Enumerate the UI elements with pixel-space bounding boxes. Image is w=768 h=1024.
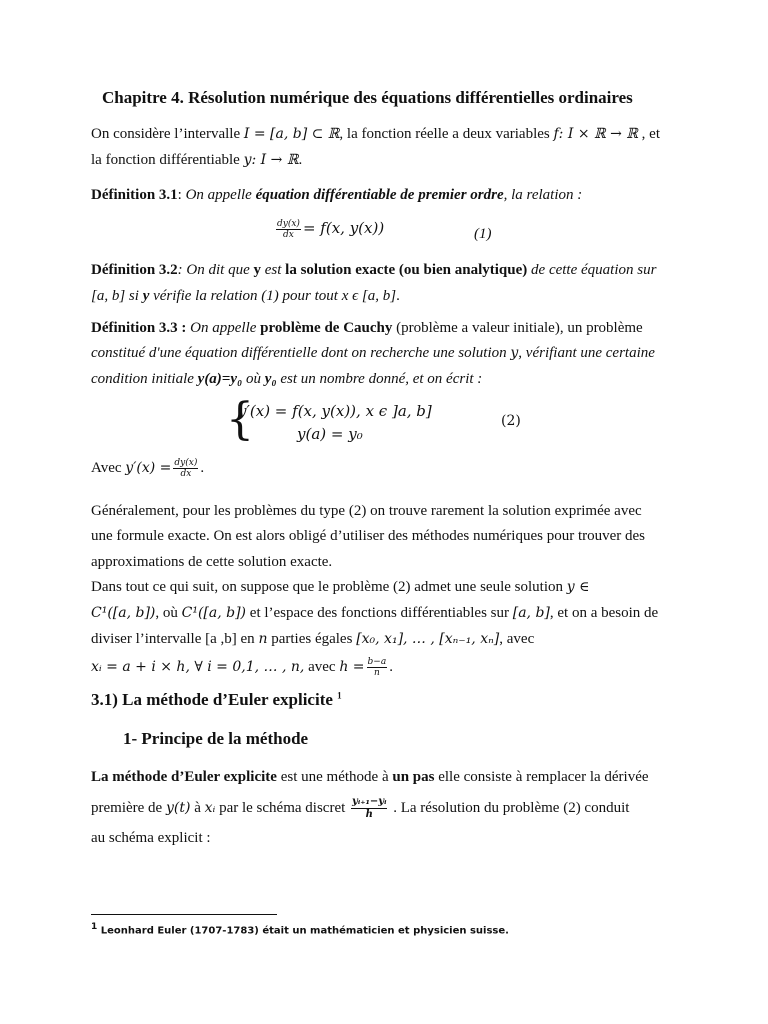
definition-text: où	[242, 371, 265, 387]
period: .	[200, 460, 205, 476]
definition-text: [a, b] si	[91, 288, 143, 304]
section-heading	[91, 690, 342, 710]
fraction-denominator: dx	[180, 469, 192, 480]
general-text: parties égales	[267, 631, 357, 647]
avec-line	[91, 458, 204, 479]
math-h: h =	[339, 659, 365, 675]
fraction-numerator: dy(x)	[277, 219, 300, 229]
euler-term: un pas	[392, 769, 435, 785]
equation-1	[274, 219, 384, 240]
general-text: , où	[155, 605, 182, 621]
definition-text: (problème a valeur initiale), un problème	[392, 320, 643, 336]
var-y0: y₀	[264, 371, 277, 387]
math-grid-points: xᵢ = a + i × h, ∀ i = 0,1, … , n,	[91, 659, 305, 675]
definition-text: est	[261, 262, 286, 278]
fraction-numerator: dy(x)	[174, 458, 198, 469]
euler-text: elle consiste à remplacer la dérivée	[434, 769, 649, 785]
euler-text: première de	[91, 799, 166, 816]
math-c1: C¹([a, b])	[181, 605, 247, 621]
fraction-scheme	[351, 796, 387, 821]
euler-text: . La résolution du problème (2) conduit	[389, 799, 630, 816]
euler-text: à	[190, 799, 205, 816]
euler-text: est une méthode à	[276, 769, 393, 785]
definition-3-3-line-2	[91, 343, 655, 363]
general-text: avec	[304, 659, 340, 675]
avec-text: Avec	[91, 460, 126, 476]
math-y-in: y ∈	[566, 579, 590, 595]
intro-text: On considère l’intervalle	[91, 126, 244, 142]
euler-line-3: au schéma explicit :	[91, 830, 211, 846]
fraction-numerator: b−a	[367, 657, 387, 668]
euler-line-1	[91, 767, 649, 787]
definition-3-2-line-2	[91, 286, 400, 306]
intro-text: .	[298, 152, 303, 168]
math-interval: I = [a, b] ⊂ ℝ	[243, 126, 340, 142]
math-subintervals: [x₀, x₁], … , [xₙ₋₁, xₙ]	[356, 631, 500, 647]
general-line-4	[91, 577, 589, 597]
equation-tag-1: (1)	[474, 226, 492, 242]
definition-text: condition initiale	[91, 371, 198, 387]
intro-text: , et	[637, 126, 660, 142]
math-function-f: f: I × ℝ → ℝ	[553, 126, 638, 142]
definition-3-3-line-3	[91, 369, 482, 389]
definition-text: : On dit que	[177, 262, 254, 278]
fraction-denominator: dx	[283, 230, 294, 240]
definition-text: , la relation :	[503, 187, 583, 203]
initial-condition: y(a)=y₀	[197, 371, 243, 387]
general-line-2: une formule exacte. On est alors obligé d’utiliser des méthodes numériques pour trouver des	[91, 528, 646, 544]
math-c1: C¹([a, b])	[91, 605, 156, 621]
general-line-3: approximations de cette solution exacte.	[91, 554, 333, 570]
footnote-number: 1	[91, 922, 98, 932]
footnote-rule	[91, 914, 277, 915]
colon: :	[177, 187, 186, 203]
definition-term: problème de Cauchy	[260, 320, 393, 336]
left-brace: {	[226, 394, 254, 445]
math-n: n	[258, 631, 268, 647]
fraction-step	[367, 657, 388, 678]
definition-text: est un nombre donné, et on écrit :	[276, 371, 483, 387]
math-function-y: y: I → ℝ	[243, 152, 299, 168]
subsection-heading: 1- Principe de la méthode	[123, 729, 309, 748]
period: .	[396, 288, 400, 304]
definition-label: Définition 3.3 :	[91, 320, 187, 336]
intro-line-1	[91, 124, 660, 144]
math-xi: xᵢ	[204, 799, 216, 816]
definition-3-2	[91, 260, 656, 280]
var-y: y	[142, 288, 150, 304]
definition-text: , vérifiant une certaine	[518, 345, 655, 361]
general-text: et l’espace des fonctions différentiables sur	[246, 605, 513, 621]
page-title: Chapitre 4. Résolution numérique des équations différentielles ordinaires	[102, 88, 633, 107]
definition-text: constitué d'une équation différentielle dont on recherche une solution	[91, 345, 511, 361]
footnote-ref: 1	[337, 690, 342, 701]
math-derivative: y′(x) =	[125, 460, 172, 476]
system-line-2: y(a) = y₀	[297, 425, 363, 443]
euler-text: par le schéma discret	[215, 799, 350, 816]
definition-text: On appelle	[186, 320, 261, 336]
system-line-1: y′(x) = f(x, y(x)), x ϵ ]a, b]	[238, 402, 432, 420]
footnote	[91, 922, 509, 936]
general-text: , et on a besoin de	[549, 605, 659, 621]
definition-term: équation différentiable de premier ordre	[255, 187, 504, 203]
var-y: y	[510, 345, 519, 361]
equation-tag-2: (2)	[501, 413, 521, 429]
general-line-1: Généralement, pour les problèmes du type (2) on trouve rarement la solution exprimée avec	[91, 503, 642, 519]
definition-3-3	[91, 318, 643, 338]
var-y: y	[253, 262, 261, 278]
fraction-numerator: yᵢ₊₁−yᵢ	[352, 796, 387, 807]
fraction-denominator: h	[365, 809, 373, 820]
intro-text: , la fonction réelle a deux variables	[339, 126, 554, 142]
fraction-denominator: n	[373, 668, 380, 679]
general-line-5	[91, 603, 658, 623]
euler-term: La méthode d’Euler explicite	[91, 769, 277, 785]
definition-text: de cette équation sur	[527, 262, 657, 278]
footnote-text: Leonhard Euler (1707-1783) était un mathématicien et physicien suisse.	[97, 925, 509, 937]
fraction-dydx	[173, 458, 198, 479]
math-yt: y(t)	[165, 799, 191, 816]
general-line-6	[91, 629, 534, 649]
intro-text: la fonction différentiable	[91, 152, 244, 168]
euler-line-2	[91, 796, 629, 821]
general-line-7	[91, 657, 393, 678]
general-text: , avec	[499, 631, 535, 647]
general-text: Dans tout ce qui suit, on suppose que le problème (2) admet une seule solution	[91, 579, 567, 595]
general-text: diviser l’intervalle [a ,b] en	[91, 631, 259, 647]
math-interval: [a, b]	[512, 605, 550, 621]
definition-3-1	[91, 185, 582, 205]
definition-term: la solution exacte (ou bien analytique)	[285, 262, 528, 278]
definition-text: On appelle	[185, 187, 256, 203]
period: .	[389, 659, 393, 675]
section-title: 3.1) La méthode d’Euler explicite	[91, 690, 338, 709]
definition-label: Définition 3.1	[91, 187, 178, 203]
equation-rhs: = f(x, y(x))	[302, 219, 385, 238]
definition-text: vérifie la relation (1) pour tout x ϵ [a, b]	[149, 288, 397, 304]
intro-line-2	[91, 150, 302, 170]
fraction-dydx	[276, 219, 301, 240]
definition-label: Définition 3.2	[91, 262, 178, 278]
